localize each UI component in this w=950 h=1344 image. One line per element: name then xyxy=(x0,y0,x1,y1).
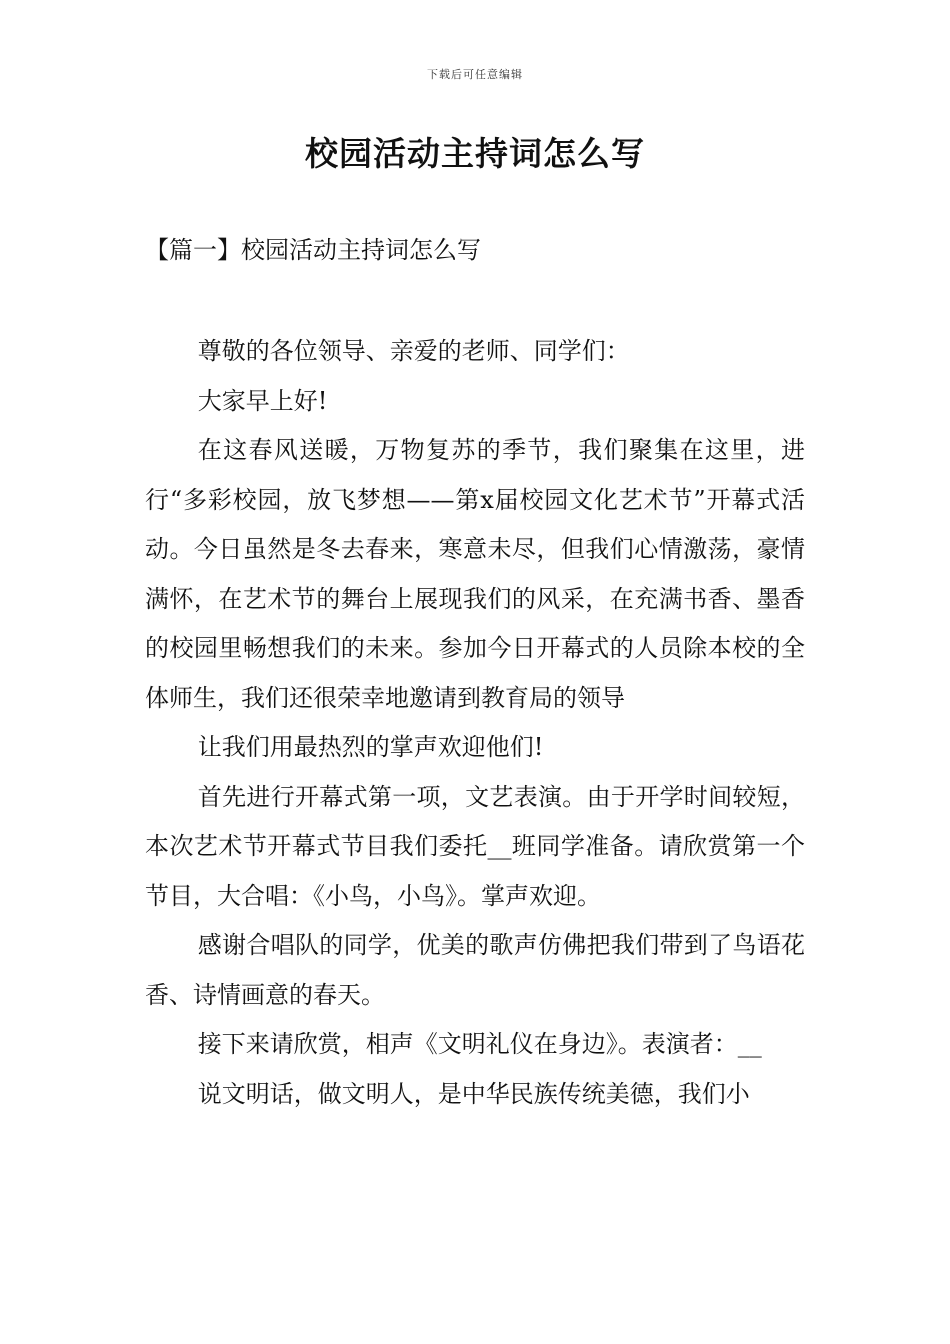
paragraph-civility: 说文明话，做文明人，是中华民族传统美德，我们小 xyxy=(197,1079,750,1108)
document-title: 校园活动主持词怎么写 xyxy=(305,134,645,173)
paragraph-crosstalk: 接下来请欣赏，相声《文明礼仪在身边》。表演者：__ xyxy=(197,1030,762,1058)
paragraph-first-item: 首先进行开幕式第一项，文艺表演。由于开学时间较短，本次艺术节开幕式节目我们委托__班同学准备。请欣赏第一个节目，大合唱：《小鸟，小鸟》。掌声欢迎。 xyxy=(145,782,805,910)
header-note: 下载后可任意编辑 xyxy=(427,68,523,81)
paragraph-good-morning: 大家早上好! xyxy=(197,386,328,415)
document-body xyxy=(145,327,805,1119)
paragraph-opening: 在这春风送暖，万物复苏的季节，我们聚集在这里，进行“多彩校园，放飞梦想——第x届校园文化艺术节”开幕式活动。今日虽然是冬去春来，寒意未尽，但我们心情激荡，豪情满怀，在艺术节的舞台上展现我们的风采，在充满书香、墨香的校园里畅想我们的未来。参加今日开幕式的人员除本校的全体师生，我们还很荣幸地邀请到教育局的领导 xyxy=(145,436,805,712)
section-heading: 【篇一】校园活动主持词怎么写 xyxy=(145,236,481,264)
paragraph-applause: 让我们用最热烈的掌声欢迎他们! xyxy=(197,733,544,761)
paragraph-greeting: 尊敬的各位领导、亲爱的老师、同学们： xyxy=(197,337,630,365)
paragraph-thanks-choir: 感谢合唱队的同学，优美的歌声仿佛把我们带到了鸟语花香、诗情画意的春天。 xyxy=(145,931,805,1009)
